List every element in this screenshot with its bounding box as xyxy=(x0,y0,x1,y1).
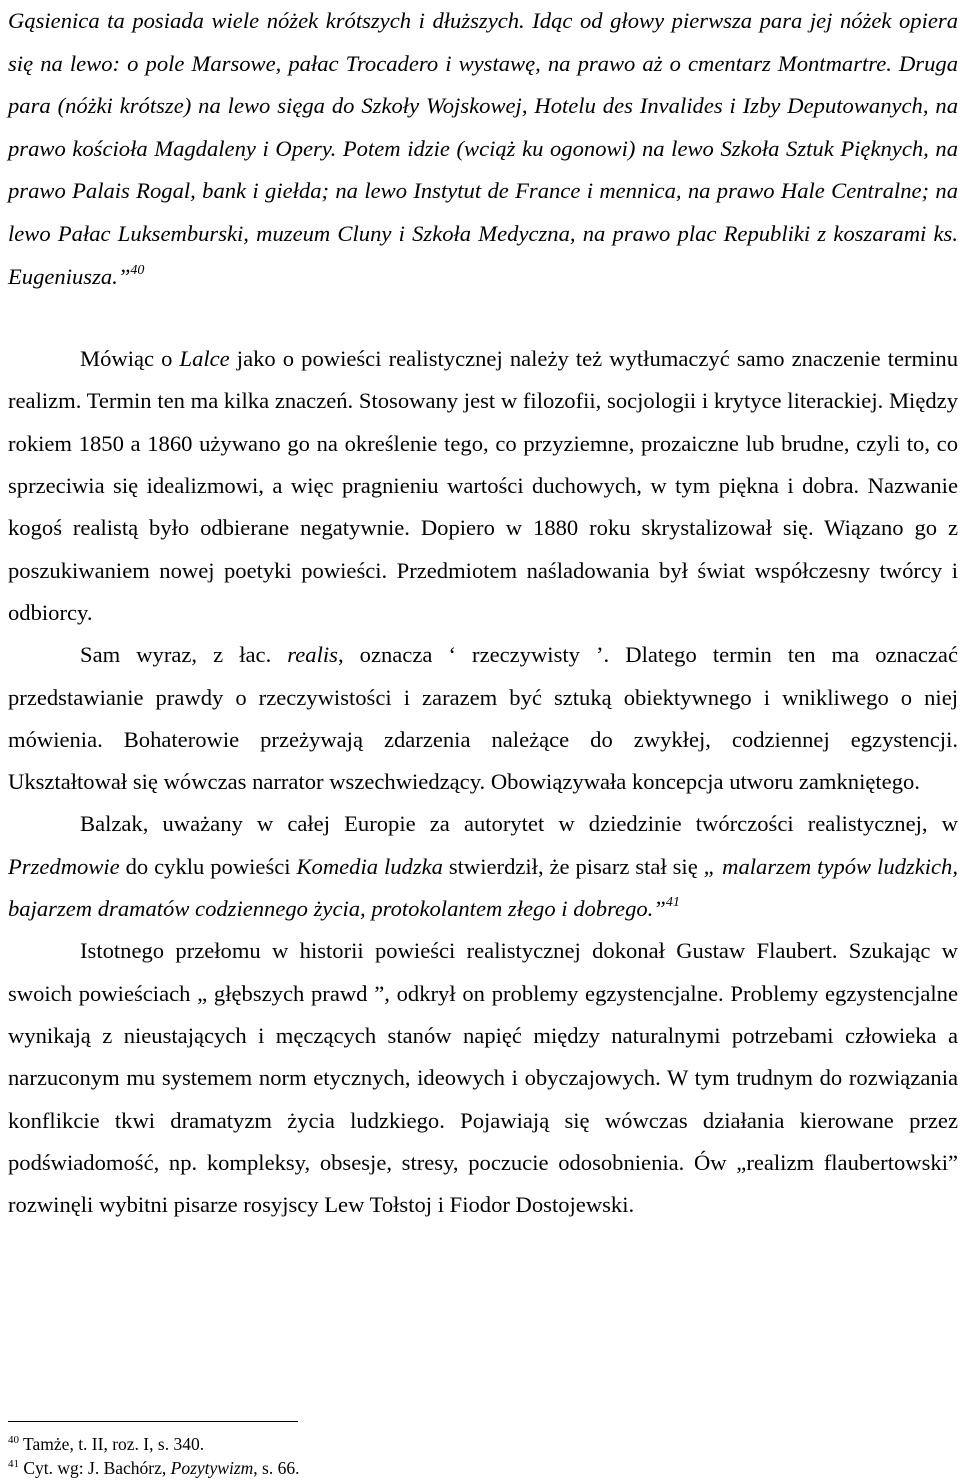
footnote-text: Cyt. wg: J. Bachórz, xyxy=(19,1458,171,1478)
quote-closing-mark: ” xyxy=(117,263,131,289)
spacer xyxy=(8,298,958,338)
paragraph-text: Istotnego przełomu w historii powieści realistycznej dokonał Gustaw Flaubert. Szukając w swoich powieściach „ głębszych prawd ”, odkrył on problemy egzystencjalne. Problemy egzystencjalne wynikają z nieustających i męczących stanów napięć między naturalnymi potrzebami człowieka a narzuconym mu systemem norm etycznych, ideowych i obyczajowych. W tym trudnym do rozwiązania konflikcie tkwi dramatyzm życia ludzkiego. Pojawiają się wówczas działania kierowane przez podświadomość, np. kompleksy, obsesje, stresy, poczucie odosobnienia. Ów „realizm flaubertowski” rozwinęli wybitni pisarze rosyjscy Lew Tołstoj i Fiodor Dostojewski. xyxy=(8,938,958,1218)
document-page xyxy=(8,0,958,1226)
footnote-40 xyxy=(8,1432,299,1456)
balzak-quote: „ malarzem typów ludzkich, bajarzem dramatów codziennego życia, protokolantem złego i dobrego.” xyxy=(8,853,958,922)
quote-text: Gąsienica ta posiada wiele nóżek krótszych i dłuższych. Idąc od głowy pierwsza para jej nóżek opiera się na lewo: o pole Marsowe, pałac Trocadero i wystawę, na prawo aż o cmentarz Montmartre. Druga para (nóżki krótsze) na lewo sięga do Szkoły Wojskowej, Hotelu des Invalides i Izby Deputowanych, na prawo kościoła Magdaleny i Opery. Potem idzie (wciąż ku ogonowi) na lewo Szkoła Sztuk Pięknych, na prawo Palais Rogal, bank i giełda; na lewo Instytut de France i mennica, na prawo Hale Centralne; na lewo Pałac Luksemburski, muzeum Cluny i Szkoła Medyczna, na prawo plac Republiki z koszarami ks. Eugeniusza. xyxy=(8,8,958,289)
paragraph-balzak xyxy=(8,803,958,930)
footnote-ref-41[interactable]: 41 xyxy=(665,895,680,911)
paragraph-text: Sam wyraz, z łac. xyxy=(80,642,288,668)
paragraph-text: , oznacza ‘ rzeczywisty ’. Dlatego termin ten ma oznaczać przedstawianie prawdy o rzeczywistości i zarazem być sztuką obiektywnego i wnikliwego o niej mówienia. Bohaterowie przeżywają zdarzenia należące do zwykłej, codziennej egzystencji. Ukształtował się wówczas narrator wszechwiedzący. Obowiązywała koncepcja utworu zamkniętego. xyxy=(8,642,958,795)
footnote-ref-40[interactable]: 40 xyxy=(130,262,145,278)
footnote-text: Tamże, t. II, roz. I, s. 340. xyxy=(19,1434,205,1454)
title-przedmowa: Przedmowie xyxy=(8,853,120,879)
footnote-number: 40 xyxy=(8,1434,19,1446)
paragraph-text: jako o powieści realistycznej należy też wytłumaczyć samo znaczenie terminu realizm. Termin ten ma kilka znaczeń. Stosowany jest w filozofii, socjologii i krytyce literackiej. Między rokiem 1850 a 1860 używano go na określenie tego, co przyziemne, prozaiczne lub brudne, czyli to, co sprzeciwia się idealizmowi, a więc pragnieniu wartości duchowych, w tym piękna i dobra. Nazwanie kogoś realistą było odbierane negatywnie. Dopiero w 1880 roku skrystalizował się. Wiązano go z poszukiwaniem nowej poetyki powieści. Przedmiotem naśladowania był świat współczesny twórcy i odbiorcy. xyxy=(8,346,958,625)
title-komedia-ludzka: Komedia ludzka xyxy=(296,853,443,879)
paragraph-text: stwierdził, że pisarz stał się xyxy=(442,853,704,879)
paragraph-flaubert xyxy=(8,930,958,1226)
footnote-separator xyxy=(8,1421,298,1422)
title-lalka: Lalce xyxy=(179,346,230,372)
footnotes xyxy=(8,1432,299,1480)
paragraph-realism-definition xyxy=(8,338,958,634)
paragraph-realis xyxy=(8,634,958,803)
paragraph-text: Balzak, uważany w całej Europie za autorytet w dziedzinie twórczości realistycznej, w xyxy=(80,811,958,837)
paragraph-text: do cyklu powieści xyxy=(119,853,297,879)
term-realis: realis xyxy=(287,642,338,668)
footnote-number: 41 xyxy=(8,1458,19,1470)
footnote-text: , s. 66. xyxy=(253,1458,300,1478)
title-pozytywizm: Pozytywizm xyxy=(170,1458,254,1478)
block-quote xyxy=(8,0,958,298)
footnote-41 xyxy=(8,1456,299,1480)
paragraph-text: Mówiąc o xyxy=(80,346,180,372)
